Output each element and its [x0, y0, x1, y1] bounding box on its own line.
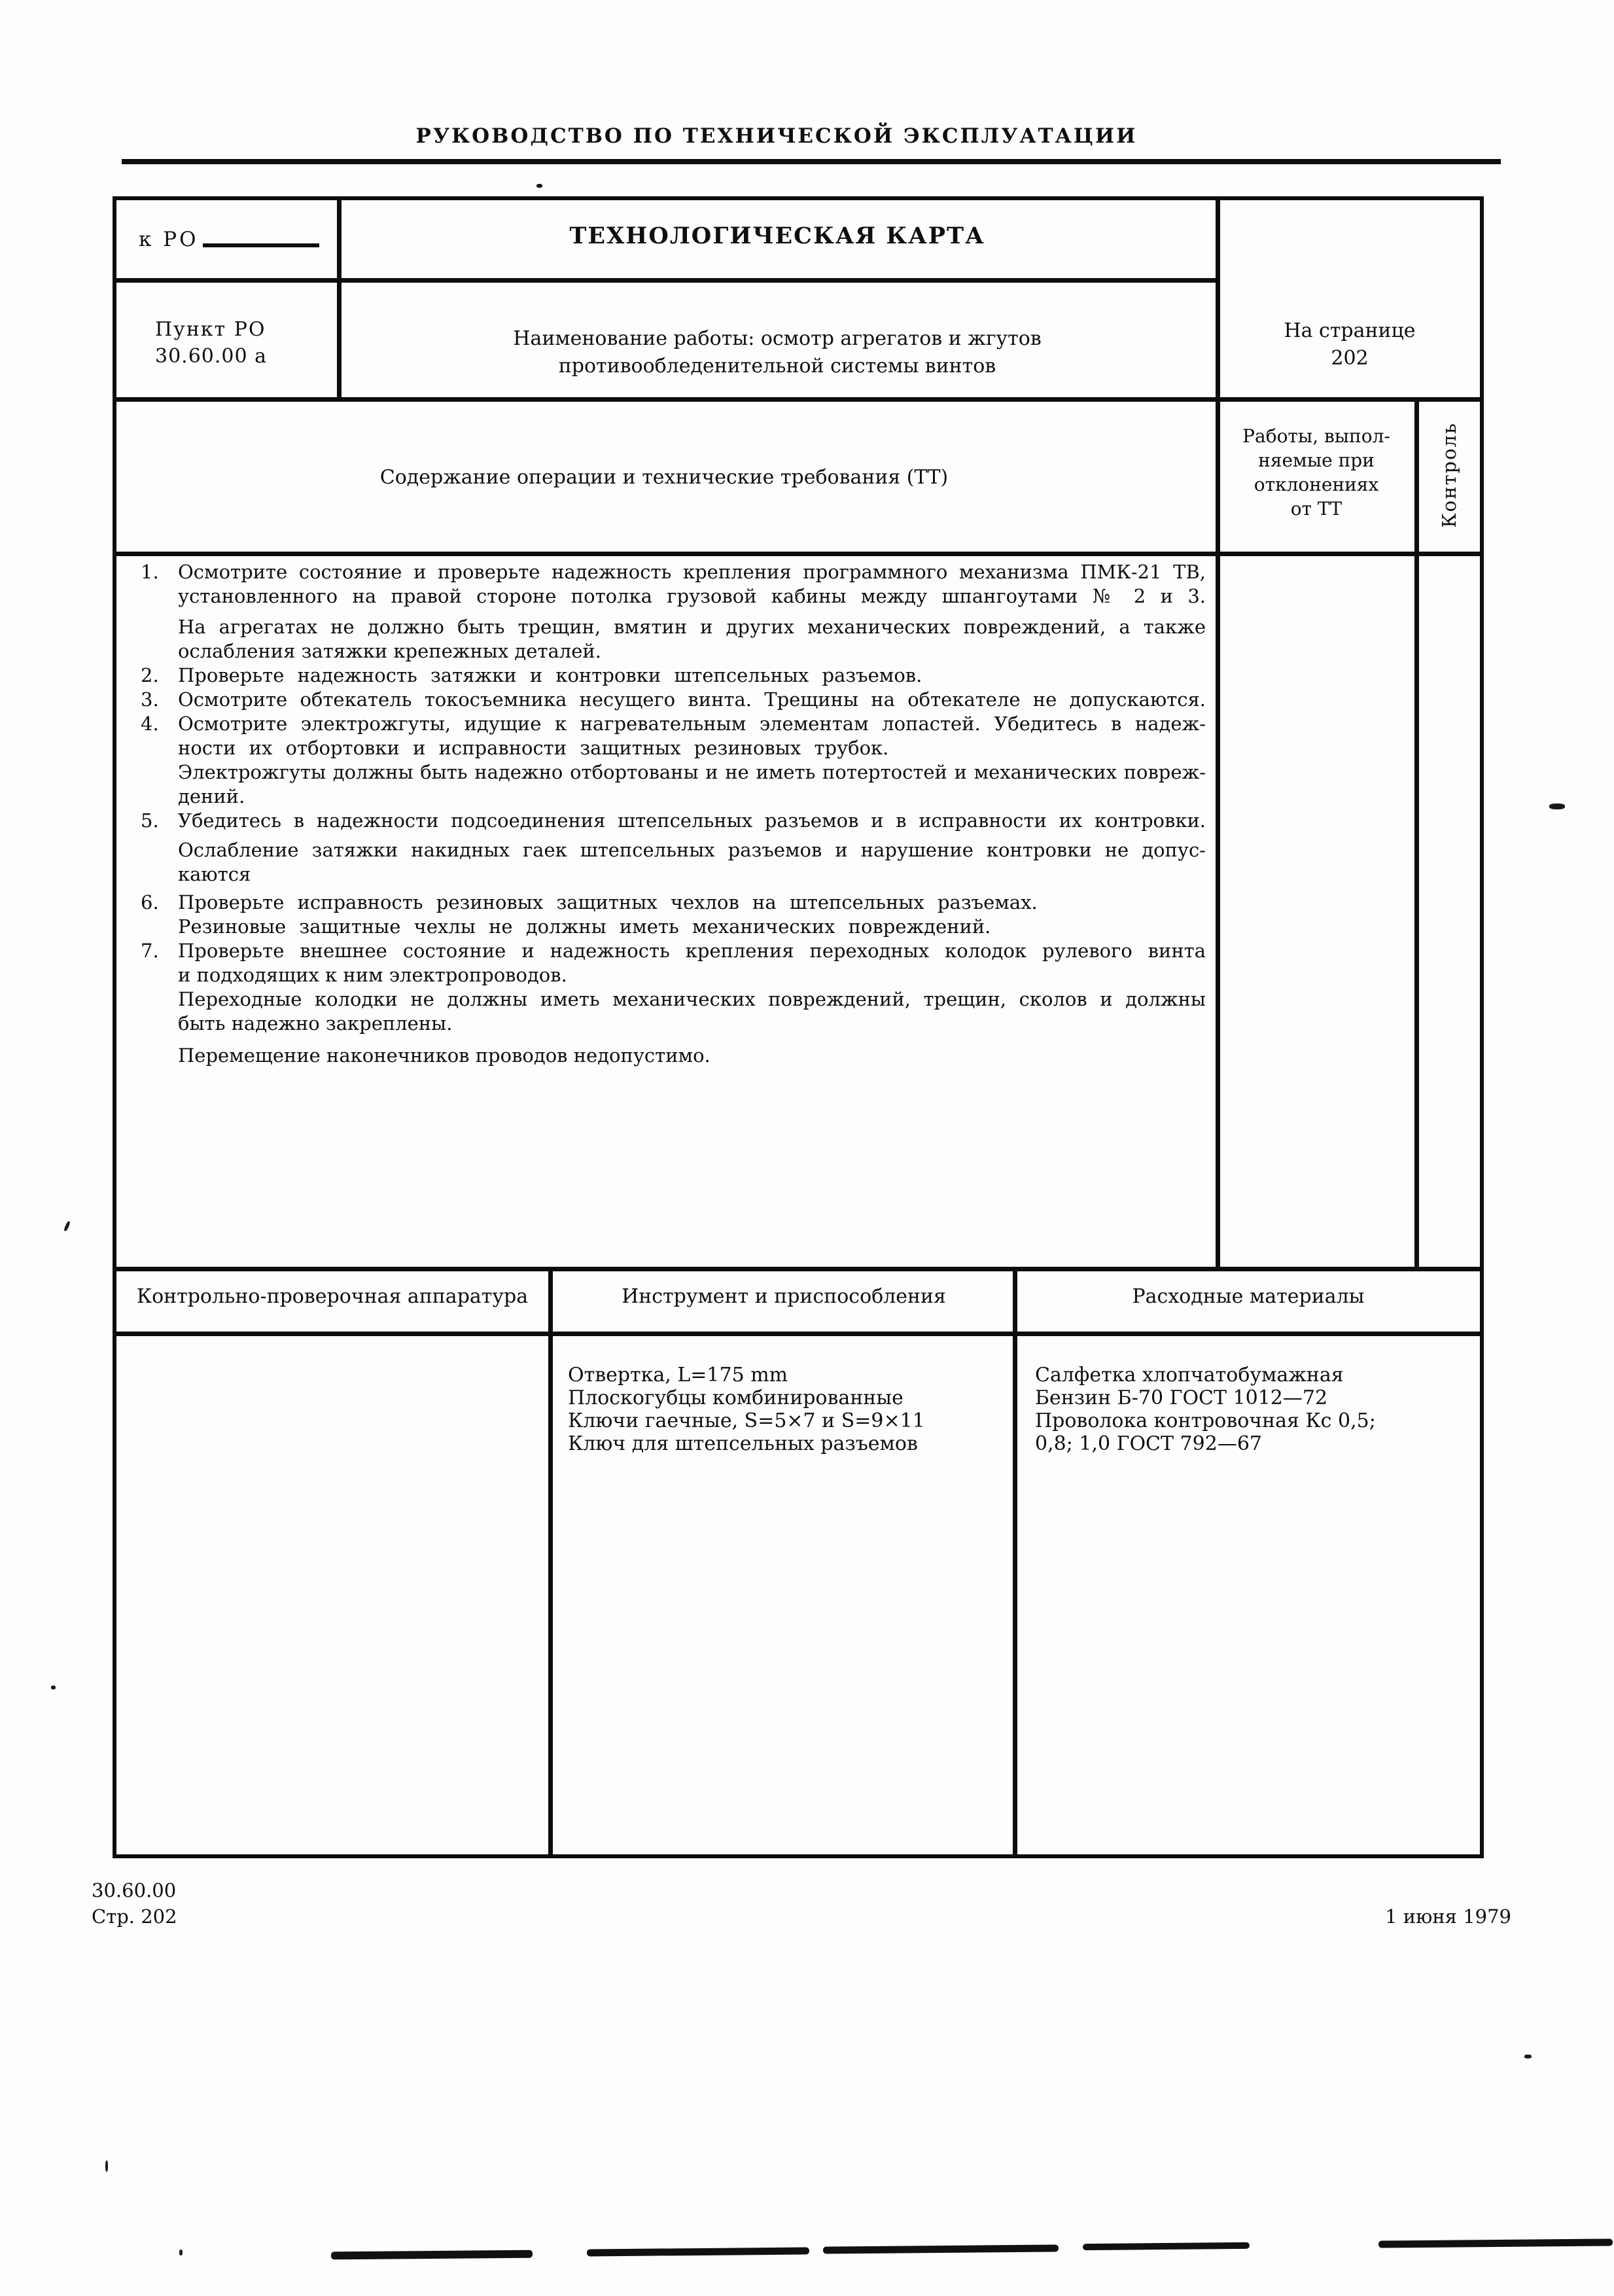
tool-item: Ключи гаечные, S=5×7 и S=9×11: [568, 1409, 925, 1432]
operation-line-number: [141, 862, 178, 887]
material-item: Салфетка хлопчатобумажная: [1035, 1364, 1344, 1386]
operation-line-number: 1.: [141, 561, 159, 583]
deviations-header-line: от ТТ: [1290, 498, 1342, 520]
running-head: РУКОВОДСТВО ПО ТЕХНИЧЕСКОЙ ЭКСПЛУАТАЦИИ: [415, 124, 1138, 148]
scan-dash-segment: [1083, 2242, 1250, 2250]
operation-line: [141, 663, 1206, 688]
control-header: Контроль: [1438, 422, 1461, 528]
operation-line: [141, 987, 1206, 1012]
operation-line-text: ослабления затяжки крепежных деталей.: [178, 640, 601, 662]
operation-line-number: 2.: [141, 664, 159, 686]
operation-line: [141, 736, 1206, 760]
operation-line-number: 4.: [141, 713, 159, 735]
scan-speck: [179, 2250, 183, 2255]
operation-line-text: каются: [178, 863, 251, 885]
table-line-above-resources: [113, 1267, 1484, 1271]
deviations-header-line: отклонениях: [1254, 474, 1379, 495]
scan-speck: [63, 1221, 71, 1232]
ro-item-number: 30.60.00 а: [155, 345, 268, 368]
operation-line: [141, 809, 1206, 833]
operation-line-text: Проверьте надежность затяжки и контровки штепсельных разъемов.: [178, 664, 922, 686]
card-title: ТЕХНОЛОГИЧЕСКАЯ КАРТА: [569, 222, 985, 249]
operation-line-text: ности их отбортовки и исправности защитных резиновых трубок.: [178, 737, 889, 759]
operation-line-number: [141, 760, 178, 785]
operation-line-text: На агрегатах не должно быть трещин, вмятин и других механических повреждений, а также: [178, 616, 1206, 638]
operation-line-text: установленного на правой стороне потолка грузовой кабины между шпангоутами № 2 и 3.: [178, 585, 1206, 607]
footer-section-number: 30.60.00: [92, 1879, 177, 1901]
tools-list: [568, 1364, 1006, 1455]
operation-line: [141, 785, 1206, 809]
operation-line: [141, 862, 1206, 887]
operation-line: [141, 560, 1206, 584]
work-name-line2: противообледенительной системы винтов: [558, 355, 996, 378]
material-item: Бензин Б-70 ГОСТ 1012—72: [1035, 1386, 1328, 1409]
scan-speck: [1524, 2055, 1532, 2058]
operation-line-text: Резиновые защитные чехлы не должны иметь механических повреждений.: [178, 915, 991, 938]
on-page-label: На странице: [1284, 319, 1416, 342]
ro-reference-fill-line: [203, 243, 319, 247]
ro-reference-label: к РО: [139, 228, 199, 251]
scan-dash-segment: [331, 2250, 533, 2260]
scan-speck: [536, 184, 542, 188]
materials-list: [1035, 1364, 1473, 1455]
operation-line: [141, 584, 1206, 609]
on-page-number: 202: [1331, 347, 1369, 370]
operation-line: [141, 963, 1206, 987]
operation-line-number: [141, 584, 178, 609]
table-line-tools-col: [548, 1267, 553, 1858]
operation-line-text: Осмотрите обтекатель токосъемника несущего винта. Трещины на обтекателе не допускаются.: [178, 688, 1206, 711]
operation-line: [141, 688, 1206, 712]
tool-item: Ключ для штепсельных разъемов: [568, 1432, 918, 1455]
operation-line-text: Осмотрите состояние и проверьте надежность крепления программного механизма ПМК-21 ТВ,: [178, 561, 1206, 583]
scan-dash-segment: [823, 2244, 1059, 2253]
operation-line: [141, 915, 1206, 939]
material-item: 0,8; 1,0 ГОСТ 792—67: [1035, 1432, 1262, 1455]
scan-speck: [1549, 804, 1565, 809]
materials-header: Расходные материалы: [1132, 1285, 1365, 1308]
operation-line-number: [141, 987, 178, 1012]
operation-line-text: Убедитесь в надежности подсоединения штепсельных разъемов и в исправности их контровки.: [178, 809, 1206, 832]
scan-dash-segment: [587, 2248, 809, 2257]
deviations-header: [1219, 424, 1413, 521]
header-rule: [122, 159, 1501, 164]
operations-content-header: Содержание операции и технические требования (ТТ): [379, 466, 949, 489]
operation-line-text: Ослабление затяжки накидных гаек штепсельных разъемов и нарушение контровки не допус-: [178, 839, 1206, 861]
operation-line: [141, 891, 1206, 915]
operation-line-number: 3.: [141, 688, 159, 711]
operation-line-number: [141, 1012, 178, 1036]
operation-line: [141, 1012, 1206, 1036]
footer-date: 1 июня 1979: [1385, 1905, 1511, 1928]
operation-line-number: 5.: [141, 809, 159, 832]
table-line-under-ops-header: [113, 552, 1484, 556]
operation-line-text: Осмотрите электрожгуты, идущие к нагревательным элементам лопастей. Убедитесь в надеж-: [178, 713, 1206, 735]
operation-line: [141, 615, 1206, 639]
table-line-under-resources-header: [113, 1332, 1484, 1336]
operation-line: [141, 712, 1206, 736]
operation-line-number: [141, 639, 178, 663]
work-name-line1: Наименование работы: осмотр агрегатов и жгутов: [513, 327, 1042, 350]
ro-item-label: Пункт РО: [155, 318, 266, 341]
operation-line-number: [141, 736, 178, 760]
material-item: Проволока контровочная Кс 0,5;: [1035, 1409, 1376, 1432]
operation-lines: [141, 560, 1206, 1068]
table-line-under-name-row: [113, 397, 1484, 402]
operation-line-number: [141, 963, 178, 987]
operation-line-text: и подходящих к ним электропроводов.: [178, 964, 567, 986]
table-line-under-title: [113, 278, 1218, 283]
control-header-cell: [1418, 401, 1480, 549]
operation-line-text: Электрожгуты должны быть надежно отбортованы и не иметь потертостей и механических повреж-: [178, 761, 1206, 783]
scan-speck: [51, 1686, 56, 1689]
operation-line: [141, 939, 1206, 963]
operation-line-text: Проверьте исправность резиновых защитных чехлов на штепсельных разъемах.: [178, 891, 1038, 913]
deviations-header-line: няемые при: [1258, 450, 1375, 471]
operation-line: [141, 1044, 1206, 1068]
operation-line-number: [141, 785, 178, 809]
operation-line-number: [141, 915, 178, 939]
tool-item: Плоскогубцы комбинированные: [568, 1386, 903, 1409]
operation-line-number: 6.: [141, 891, 159, 913]
operation-line-number: [141, 838, 178, 862]
apparatus-header: Контрольно-проверочная аппаратура: [136, 1285, 529, 1308]
footer-page-number: Стр. 202: [92, 1905, 177, 1928]
operation-line-text: дений.: [178, 785, 245, 807]
tool-item: Отвертка, L=175 mm: [568, 1364, 788, 1386]
operation-line: [141, 838, 1206, 862]
operation-line: [141, 639, 1206, 663]
scan-dash-segment: [1378, 2238, 1613, 2248]
operation-line-text: быть надежно закреплены.: [178, 1012, 453, 1034]
operation-line-text: Переходные колодки не должны иметь механических повреждений, трещин, сколов и должны: [178, 988, 1206, 1010]
operation-line: [141, 760, 1206, 785]
deviations-header-line: Работы, выпол-: [1242, 425, 1390, 447]
operation-line-number: [141, 1044, 178, 1068]
operation-line-number: 7.: [141, 940, 159, 962]
tools-header: Инструмент и приспособления: [622, 1285, 946, 1308]
operation-line-text: Перемещение наконечников проводов недопустимо.: [178, 1044, 711, 1067]
operation-line-number: [141, 615, 178, 639]
operation-line-text: Проверьте внешнее состояние и надежность крепления переходных колодок рулевого винта: [178, 940, 1206, 962]
scan-speck: [105, 2161, 108, 2172]
table-line-materials-col: [1013, 1267, 1017, 1858]
